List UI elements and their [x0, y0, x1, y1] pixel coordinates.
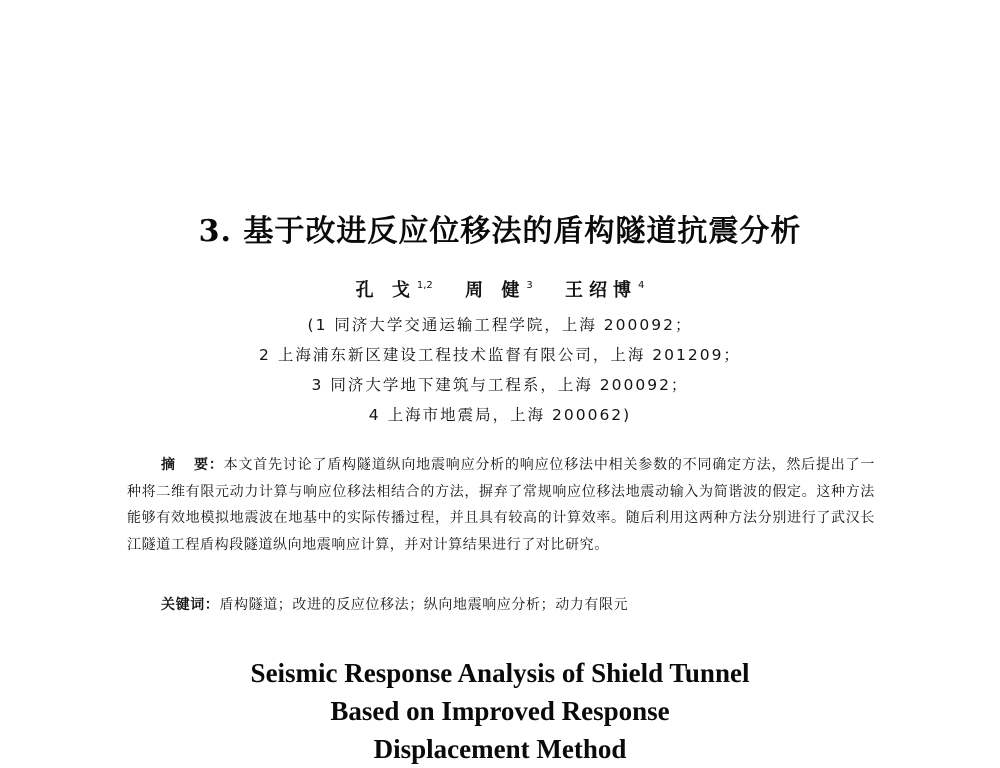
abstract-paragraph [127, 452, 875, 558]
author-affiliation-marker: 4 [638, 280, 645, 291]
affiliation-line: 3 同济大学地下建筑与工程系，上海 200092； [311, 376, 689, 394]
abstract-label-part: 要： [193, 457, 224, 473]
author-name: 周 健 [465, 280, 526, 301]
paper-title: 3. 基于改进反应位移法的盾构隧道抗震分析 [198, 214, 802, 249]
author-name: 孔 戈 [355, 280, 416, 301]
author-3 [565, 280, 644, 301]
english-title-line: Seismic Response Analysis of Shield Tunnel [250, 658, 750, 688]
keywords-line [161, 594, 628, 614]
abstract-label [161, 457, 224, 473]
author-2 [465, 280, 533, 301]
abstract-label-part: 摘 [161, 457, 176, 473]
affiliation-line: 2 上海浦东新区建设工程技术监督有限公司，上海 201209； [259, 346, 741, 364]
keywords-text: 盾构隧道；改进的反应位移法；纵向地震响应分析；动力有限元 [219, 597, 629, 613]
author-list [0, 276, 1000, 302]
author-affiliation-marker: 1,2 [416, 280, 433, 291]
affiliation-line: (1 同济大学交通运输工程学院，上海 200092； [307, 316, 693, 334]
abstract-text: 本文首先讨论了盾构隧道纵向地震响应分析的响应位移法中相关参数的不同确定方法，然后提出了一种将二维有限元动力计算与响应位移法相结合的方法，摒弃了常规响应位移法地震动输入为简谐波的假定。这种方法能够有效地模拟地震波在地基中的实际传播过程，并且具有较高的计算效率。随后利用这两种方法分别进行了武汉长江隧道工程盾构段隧道纵向地震响应计算，并对计算结果进行了对比研究。 [127, 457, 875, 553]
english-title [0, 654, 1000, 768]
author-affiliation-marker: 3 [526, 280, 533, 291]
english-title-line: Based on Improved Response [330, 696, 670, 726]
keywords-label: 关键词： [161, 597, 220, 613]
author-name: 王绍博 [565, 280, 638, 301]
english-title-line: Displacement Method [373, 734, 627, 764]
affiliation-line: 4 上海市地震局，上海 200062) [368, 406, 632, 424]
author-1 [356, 280, 433, 301]
